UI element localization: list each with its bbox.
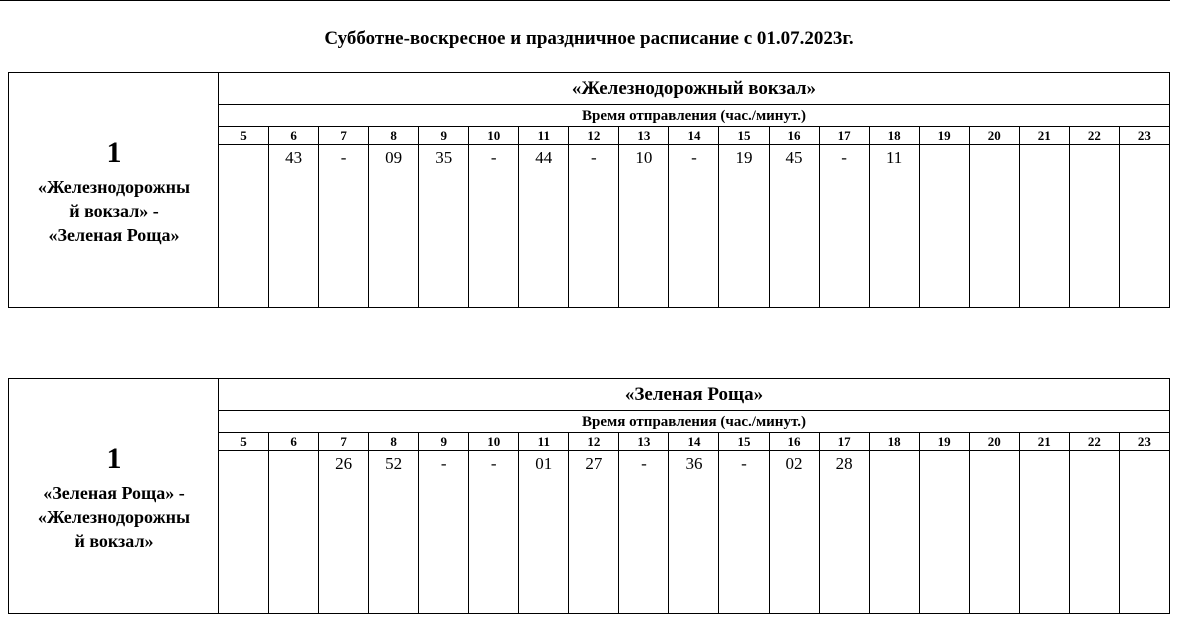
schedule-table-1	[8, 72, 1170, 308]
route-cell	[9, 379, 219, 613]
minute-row	[219, 451, 1169, 613]
hour-cell: 6	[269, 433, 319, 450]
hour-cell: 18	[870, 127, 920, 144]
hour-row	[219, 127, 1169, 145]
minute-cell: 26	[319, 451, 369, 613]
minute-cell: 36	[669, 451, 719, 613]
hour-cell: 8	[369, 433, 419, 450]
hour-cell: 12	[569, 433, 619, 450]
minute-cell: 28	[820, 451, 870, 613]
hour-cell: 22	[1070, 433, 1120, 450]
hour-cell: 14	[669, 433, 719, 450]
hour-cell: 20	[970, 127, 1020, 144]
route-number: 1	[106, 442, 122, 475]
hour-cell: 23	[1137, 434, 1151, 449]
schedule-table-2	[8, 378, 1170, 614]
departure-time-header: Время отправления (час./минут.)	[219, 105, 1169, 127]
hour-cell: 16	[770, 433, 820, 450]
minute-cell	[219, 451, 269, 613]
hour-cell: 21	[1020, 127, 1070, 144]
hour-cell: 9	[419, 127, 469, 144]
route-name: «Зеленая Роща» - «Железнодорожны й вокзал»	[37, 483, 191, 551]
hour-cell: 22	[1070, 127, 1120, 144]
minute-cell: 10	[619, 145, 669, 307]
hour-cell: 15	[719, 433, 769, 450]
hour-cell: 10	[469, 433, 519, 450]
hour-cell: 11	[519, 127, 569, 144]
document-title: Субботне-воскресное и праздничное расписание с 01.07.2023г.	[324, 28, 854, 49]
minute-cell: 01	[519, 451, 569, 613]
hour-cell: 23	[1137, 128, 1151, 143]
hour-cell: 12	[569, 127, 619, 144]
hour-cell: 11	[519, 433, 569, 450]
minute-cell: -	[669, 145, 719, 307]
minute-cell: 11	[870, 145, 920, 307]
minute-cell	[1120, 451, 1169, 613]
hour-cell: 17	[820, 127, 870, 144]
hour-cell: 19	[920, 127, 970, 144]
hour-cell: 18	[870, 433, 920, 450]
minute-cell: 52	[369, 451, 419, 613]
minute-cell: 45	[770, 145, 820, 307]
minute-cell: -	[719, 451, 769, 613]
minute-cell	[1070, 451, 1120, 613]
schedule-grid	[219, 73, 1169, 307]
hour-cell: 14	[669, 127, 719, 144]
hour-cell: 7	[319, 127, 369, 144]
top-rule	[0, 0, 1170, 1]
minute-cell	[870, 451, 920, 613]
route-number: 1	[106, 136, 122, 169]
hour-cell: 19	[920, 433, 970, 450]
hour-cell: 13	[619, 127, 669, 144]
minute-cell: -	[569, 145, 619, 307]
hour-cell: 17	[820, 433, 870, 450]
minute-cell: -	[619, 451, 669, 613]
hour-cell: 13	[619, 433, 669, 450]
hour-row	[219, 433, 1169, 451]
hour-cell: 6	[269, 127, 319, 144]
minute-cell	[1120, 145, 1169, 307]
stop-name: «Зеленая Роща»	[219, 379, 1169, 411]
schedule-grid	[219, 379, 1169, 613]
minute-cell	[219, 145, 269, 307]
minute-cell	[970, 451, 1020, 613]
hour-cell: 7	[319, 433, 369, 450]
route-name: «Железнодорожны й вокзал» - «Зеленая Роща»	[37, 177, 191, 245]
minute-cell	[1020, 451, 1070, 613]
minute-cell: 02	[770, 451, 820, 613]
hour-cell: 5	[219, 127, 269, 144]
minute-cell: 19	[719, 145, 769, 307]
hour-cell: 10	[469, 127, 519, 144]
minute-cell	[920, 451, 970, 613]
hour-cell: 21	[1020, 433, 1070, 450]
minute-cell	[269, 451, 319, 613]
route-cell	[9, 73, 219, 307]
hour-cell: 9	[419, 433, 469, 450]
hour-cell: 20	[970, 433, 1020, 450]
minute-cell	[1070, 145, 1120, 307]
stop-name: «Железнодорожный вокзал»	[219, 73, 1169, 105]
hour-cell: 5	[219, 433, 269, 450]
minute-cell	[1020, 145, 1070, 307]
minute-cell: -	[820, 145, 870, 307]
hour-cell: 16	[770, 127, 820, 144]
minute-cell: 27	[569, 451, 619, 613]
minute-cell: -	[469, 451, 519, 613]
minute-cell: 44	[519, 145, 569, 307]
hour-cell: 8	[369, 127, 419, 144]
minute-cell: 09	[369, 145, 419, 307]
minute-cell: 43	[269, 145, 319, 307]
hour-cell: 15	[719, 127, 769, 144]
minute-cell	[920, 145, 970, 307]
minute-cell: -	[469, 145, 519, 307]
minute-cell: -	[319, 145, 369, 307]
minute-cell: 35	[419, 145, 469, 307]
minute-row	[219, 145, 1169, 307]
departure-time-header: Время отправления (час./минут.)	[219, 411, 1169, 433]
minute-cell: -	[419, 451, 469, 613]
minute-cell	[970, 145, 1020, 307]
